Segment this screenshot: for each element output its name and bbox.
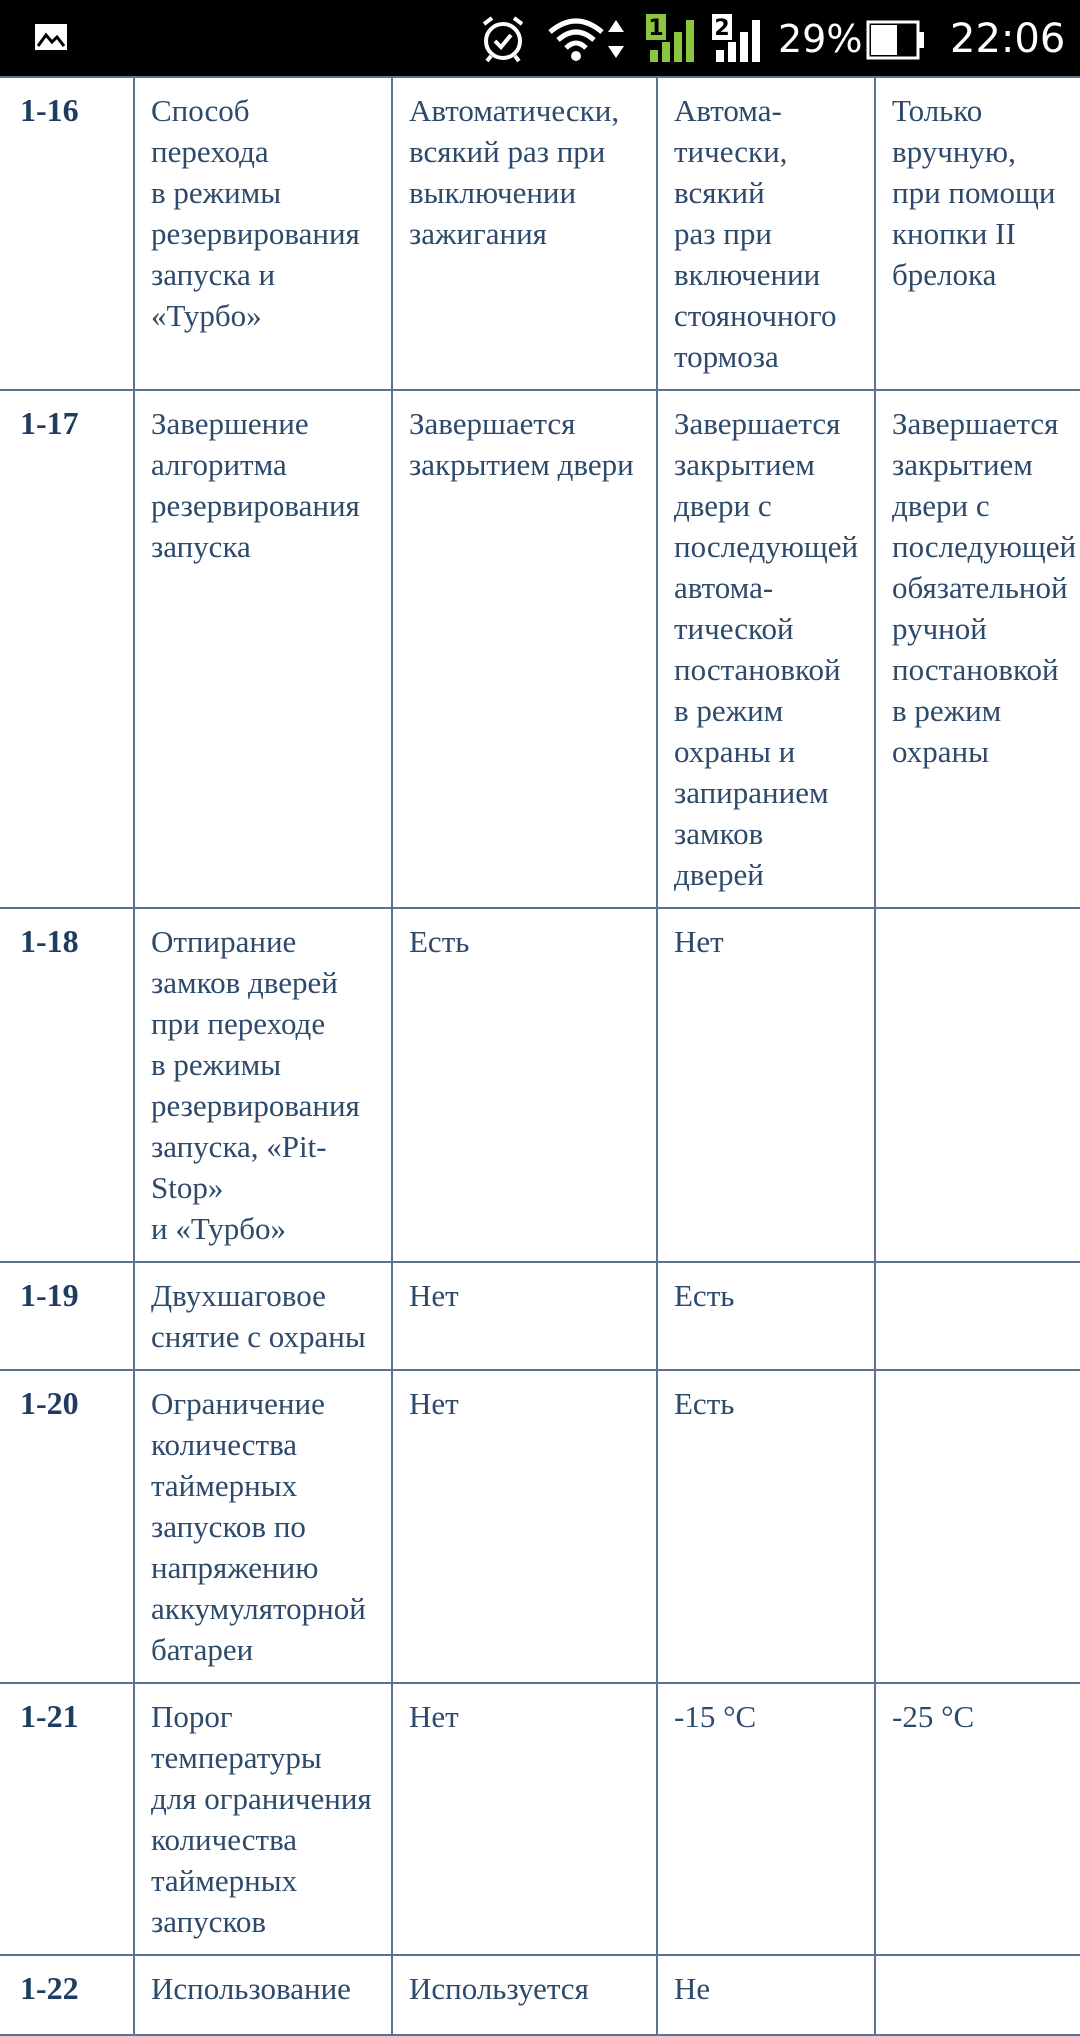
value-cell: Автома- тически, всякий раз при включении стояночного тормоза — [657, 77, 875, 390]
table-row — [0, 908, 1080, 1262]
value-cell: Автоматически, всякий раз при выключении зажигания — [392, 77, 657, 390]
table-row — [0, 1370, 1080, 1683]
table-row — [0, 390, 1080, 908]
table-row — [0, 1955, 1080, 2035]
gallery-icon — [34, 22, 68, 52]
row-number: 1-18 — [0, 908, 134, 1262]
parameter-cell: Порог температуры для ограничения количества таймерных запусков — [134, 1683, 392, 1955]
value-cell: -25 °С — [875, 1683, 1080, 1955]
table-row — [0, 1683, 1080, 1955]
parameter-cell: Использование — [134, 1955, 392, 2035]
value-cell: Нет — [392, 1370, 657, 1683]
battery-percent: 29% — [778, 17, 863, 61]
value-cell: Есть — [657, 1370, 875, 1683]
row-number: 1-20 — [0, 1370, 134, 1683]
parameter-cell: Отпирание замков дверей при переходе в режимы резервирования запуска, «Pit-Stop» и «Турбо» — [134, 908, 392, 1262]
table-row — [0, 1262, 1080, 1370]
row-number: 1-21 — [0, 1683, 134, 1955]
wifi-icon — [546, 16, 632, 62]
row-number: 1-22 — [0, 1955, 134, 2035]
value-cell: Используется — [392, 1955, 657, 2035]
parameter-cell: Двухшаговое снятие с охраны — [134, 1262, 392, 1370]
value-cell — [875, 1262, 1080, 1370]
status-bar — [0, 0, 1080, 78]
value-cell — [875, 1370, 1080, 1683]
row-number: 1-17 — [0, 390, 134, 908]
signal-sim1-icon — [644, 12, 700, 66]
signal-sim2-icon — [710, 12, 766, 66]
row-number: 1-19 — [0, 1262, 134, 1370]
row-number: 1-16 — [0, 77, 134, 390]
value-cell: -15 °С — [657, 1683, 875, 1955]
parameter-cell: Завершение алгоритма резервирования запуска — [134, 390, 392, 908]
spec-table — [0, 76, 1080, 2036]
value-cell: Только вручную, при помощи кнопки II брелока — [875, 77, 1080, 390]
value-cell: Нет — [657, 908, 875, 1262]
value-cell: Нет — [392, 1683, 657, 1955]
value-cell: Есть — [657, 1262, 875, 1370]
value-cell — [875, 908, 1080, 1262]
value-cell: Завершается закрытием двери с последующей автома- тической постановкой в режим охраны и запиранием замков дверей — [657, 390, 875, 908]
table-row — [0, 77, 1080, 390]
value-cell: Завершается закрытием двери — [392, 390, 657, 908]
value-cell: Есть — [392, 908, 657, 1262]
parameter-cell: Способ перехода в режимы резервирования запуска и «Турбо» — [134, 77, 392, 390]
sim2-label: 2 — [714, 16, 730, 41]
clock-time: 22:06 — [950, 16, 1066, 62]
alarm-icon — [478, 14, 528, 64]
value-cell: Нет — [392, 1262, 657, 1370]
battery-icon — [866, 20, 926, 60]
parameter-cell: Ограничение количества таймерных запусков по напряжению аккумуляторной батареи — [134, 1370, 392, 1683]
value-cell — [875, 1955, 1080, 2035]
value-cell: Не — [657, 1955, 875, 2035]
value-cell: Завершается закрытием двери с последующей обязательной ручной постановкой в режим охраны — [875, 390, 1080, 908]
sim1-label: 1 — [648, 16, 664, 41]
